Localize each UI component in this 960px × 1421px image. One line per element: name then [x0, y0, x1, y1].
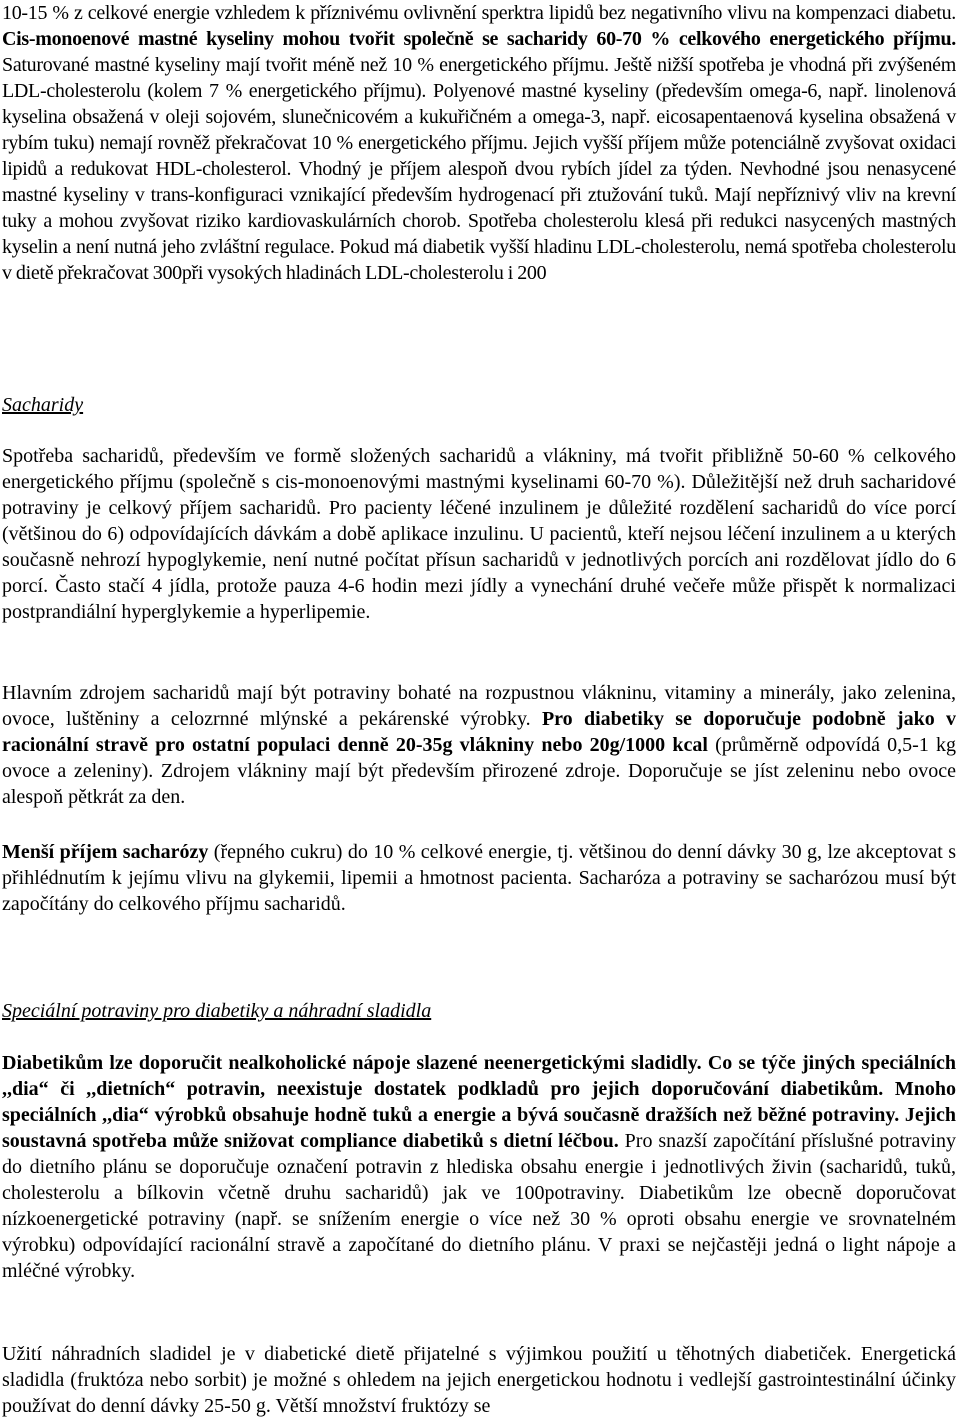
paragraph-lipids — [2, 0, 956, 286]
vlaknina-text-1: Hlavním zdrojem sacharidů mají být potraviny bohaté na rozpustnou vlákninu, vitaminy a minerály, jako zelenina, ovoce, luštěniny a celozrnné mlýnské a pekárenské výrobky. — [2, 682, 956, 730]
specialni-text: Pro snazší započítání příslušné potraviny do dietního plánu se doporučuje označení potravin z hlediska obsahu energie i jednotlivých živin (sacharidů, tuků, cholesterolu a bílkovin včetně druhu sacharidů) jak ve 100potraviny. Diabetikům lze obecně doporučovat nízkoenergetické potraviny (např. se snížením energie o více než 30 % oproti obsahu energie ve srovnatelném výrobku) odpovídající racionální stravě a započítané do dietního plánu. V praxi se nejčastěji jedná o light nápoje a mléčné výrobky. — [2, 1130, 956, 1282]
sacharoza-bold-lead: Menší příjem sacharózy — [2, 841, 209, 863]
paragraph-vlaknina — [2, 680, 956, 810]
vlaknina-bold-recommendation: Pro diabetiky se doporučuje podobně jako v racionální stravě pro ostatní populaci denně 20-35g vlákniny nebo 20g/1000 kcal — [2, 708, 956, 756]
paragraph-specialni-potraviny — [2, 1050, 956, 1284]
lipids-text-3: Jejich vyšší příjem může potenciálně zvyšovat oxidaci lipidů a redukovat HDL-cholesterol. Vhodný je příjem alespoň dvou rybích jídel za týden. Nevhodné jsou nenasycené mastné kyseliny v trans-konfiguraci vznikající především hydrogenací při ztužování tuků. Mají nepříznivý vliv na krevní tuky a mohou zvyšovat riziko kardiovaskulárních chorob. Spotřeba cholesterolu klesá při redukci nasycených mastných kyselin a není nutná jeho zvláštní regulace. Pokud má diabetik vyšší hladinu LDL-cholesterolu, nemá spotřeba cholesterolu v dietě překračovat 300při vysokých hladinách LDL-cholesterolu i 200 — [2, 132, 956, 284]
lipids-text-1: 10-15 % z celkové energie vzhledem k příznivému ovlivnění sperktra lipidů bez negativního vlivu na kompenzaci diabetu. — [2, 2, 956, 24]
lipids-text-2: Saturované mastné kyseliny mají tvořit méně než 10 % energetického příjmu. Ještě nižší spotřeba je vhodná při zvýšeném LDL-cholesterolu (kolem 7 % energetického příjmu). Polyenové mastné kyseliny (především omega-6, např. linolenová kyselina obsažená v oleji sojovém, slunečnicovém a kukuřičném a omega-3, např. eicosapentaenová kyselina obsažená v rybím tuku) nemají rovněž překračovat 10 % energetického příjmu. — [2, 54, 956, 154]
section-heading-specialni-potraviny: Speciální potraviny pro diabetiky a náhradní sladidla — [2, 1000, 432, 1022]
vlaknina-text-2: (průměrně odpovídá 0,5-1 kg ovoce a zeleniny). Zdrojem vlákniny mají být především přirozené zdroje. Doporučuje se jíst zeleninu nebo ovoce alespoň pětkrát za den. — [2, 734, 956, 808]
paragraph-sacharoza — [2, 839, 956, 917]
lipids-bold-cis-monoenove: Cis-monoenové mastné kyseliny mohou tvořit společně se sacharidy 60-70 % celkového energetického příjmu. — [2, 28, 956, 50]
paragraph-sacharidy: Spotřeba sacharidů, především ve formě složených sacharidů a vlákniny, má tvořit přibližně 50-60 % celkového energetického příjmu (společně s cis-monoenovými mastnými kyselinami 60-70 %). Důležitější než druh sacharidové potraviny je celkový příjem sacharidů. Pro pacienty léčené inzulinem je důležité rozdělení sacharidů do více porcí (většinou do 6) odpovídajících dávkám a době aplikace inzulinu. U pacientů, kteří nejsou léčení inzulinem a u kterých současně nehrozí hypoglykemie, není nutné počítat přísun sacharidů v jednotlivých porcích ani rozdělovat jídlo do 6 porcí. Často stačí 4 jídla, protože pauza 4-6 hodin mezi jídly a vynechání druhé večeře může přispět k normalizaci postprandiální hyperglykemie a hyperlipemie. — [2, 445, 956, 623]
section-heading-sacharidy: Sacharidy — [2, 394, 84, 416]
paragraph-nahradni-sladidla: Užití náhradních sladidel je v diabetické dietě přijatelné s výjimkou použití u těhotných diabetiček. Energetická sladidla (fruktóza nebo sorbit) je možné s ohledem na jejich energetickou hodnotu i vedlejší gastrointestinální účinky používat do denní dávky 25-50 g. Větší množství fruktózy se — [2, 1343, 956, 1417]
sacharoza-text: (řepného cukru) do 10 % celkové energie, tj. většinou do denní dávky 30 g, lze akceptovat s přihlédnutím k jejímu vlivu na glykemii, lipemii a hmotnost pacienta. Sacharóza a potraviny se sacharózou musí být započítány do celkového příjmu sacharidů. — [2, 841, 956, 915]
specialni-bold-lead: Diabetikům lze doporučit nealkoholické nápoje slazené neenergetickými sladidly. Co se týče jiných speciálních ,,dia“ či ,,dietních“ potravin, neexistuje dostatek podkladů pro jejich doporučování diabetikům. Mnoho speciálních ,,dia“ výrobků obsahuje hodně tuků a energie a bývá současně dražších než běžné potraviny. Jejich soustavná spotřeba může snižovat compliance diabetiků s dietní léčbou. — [2, 1052, 956, 1152]
